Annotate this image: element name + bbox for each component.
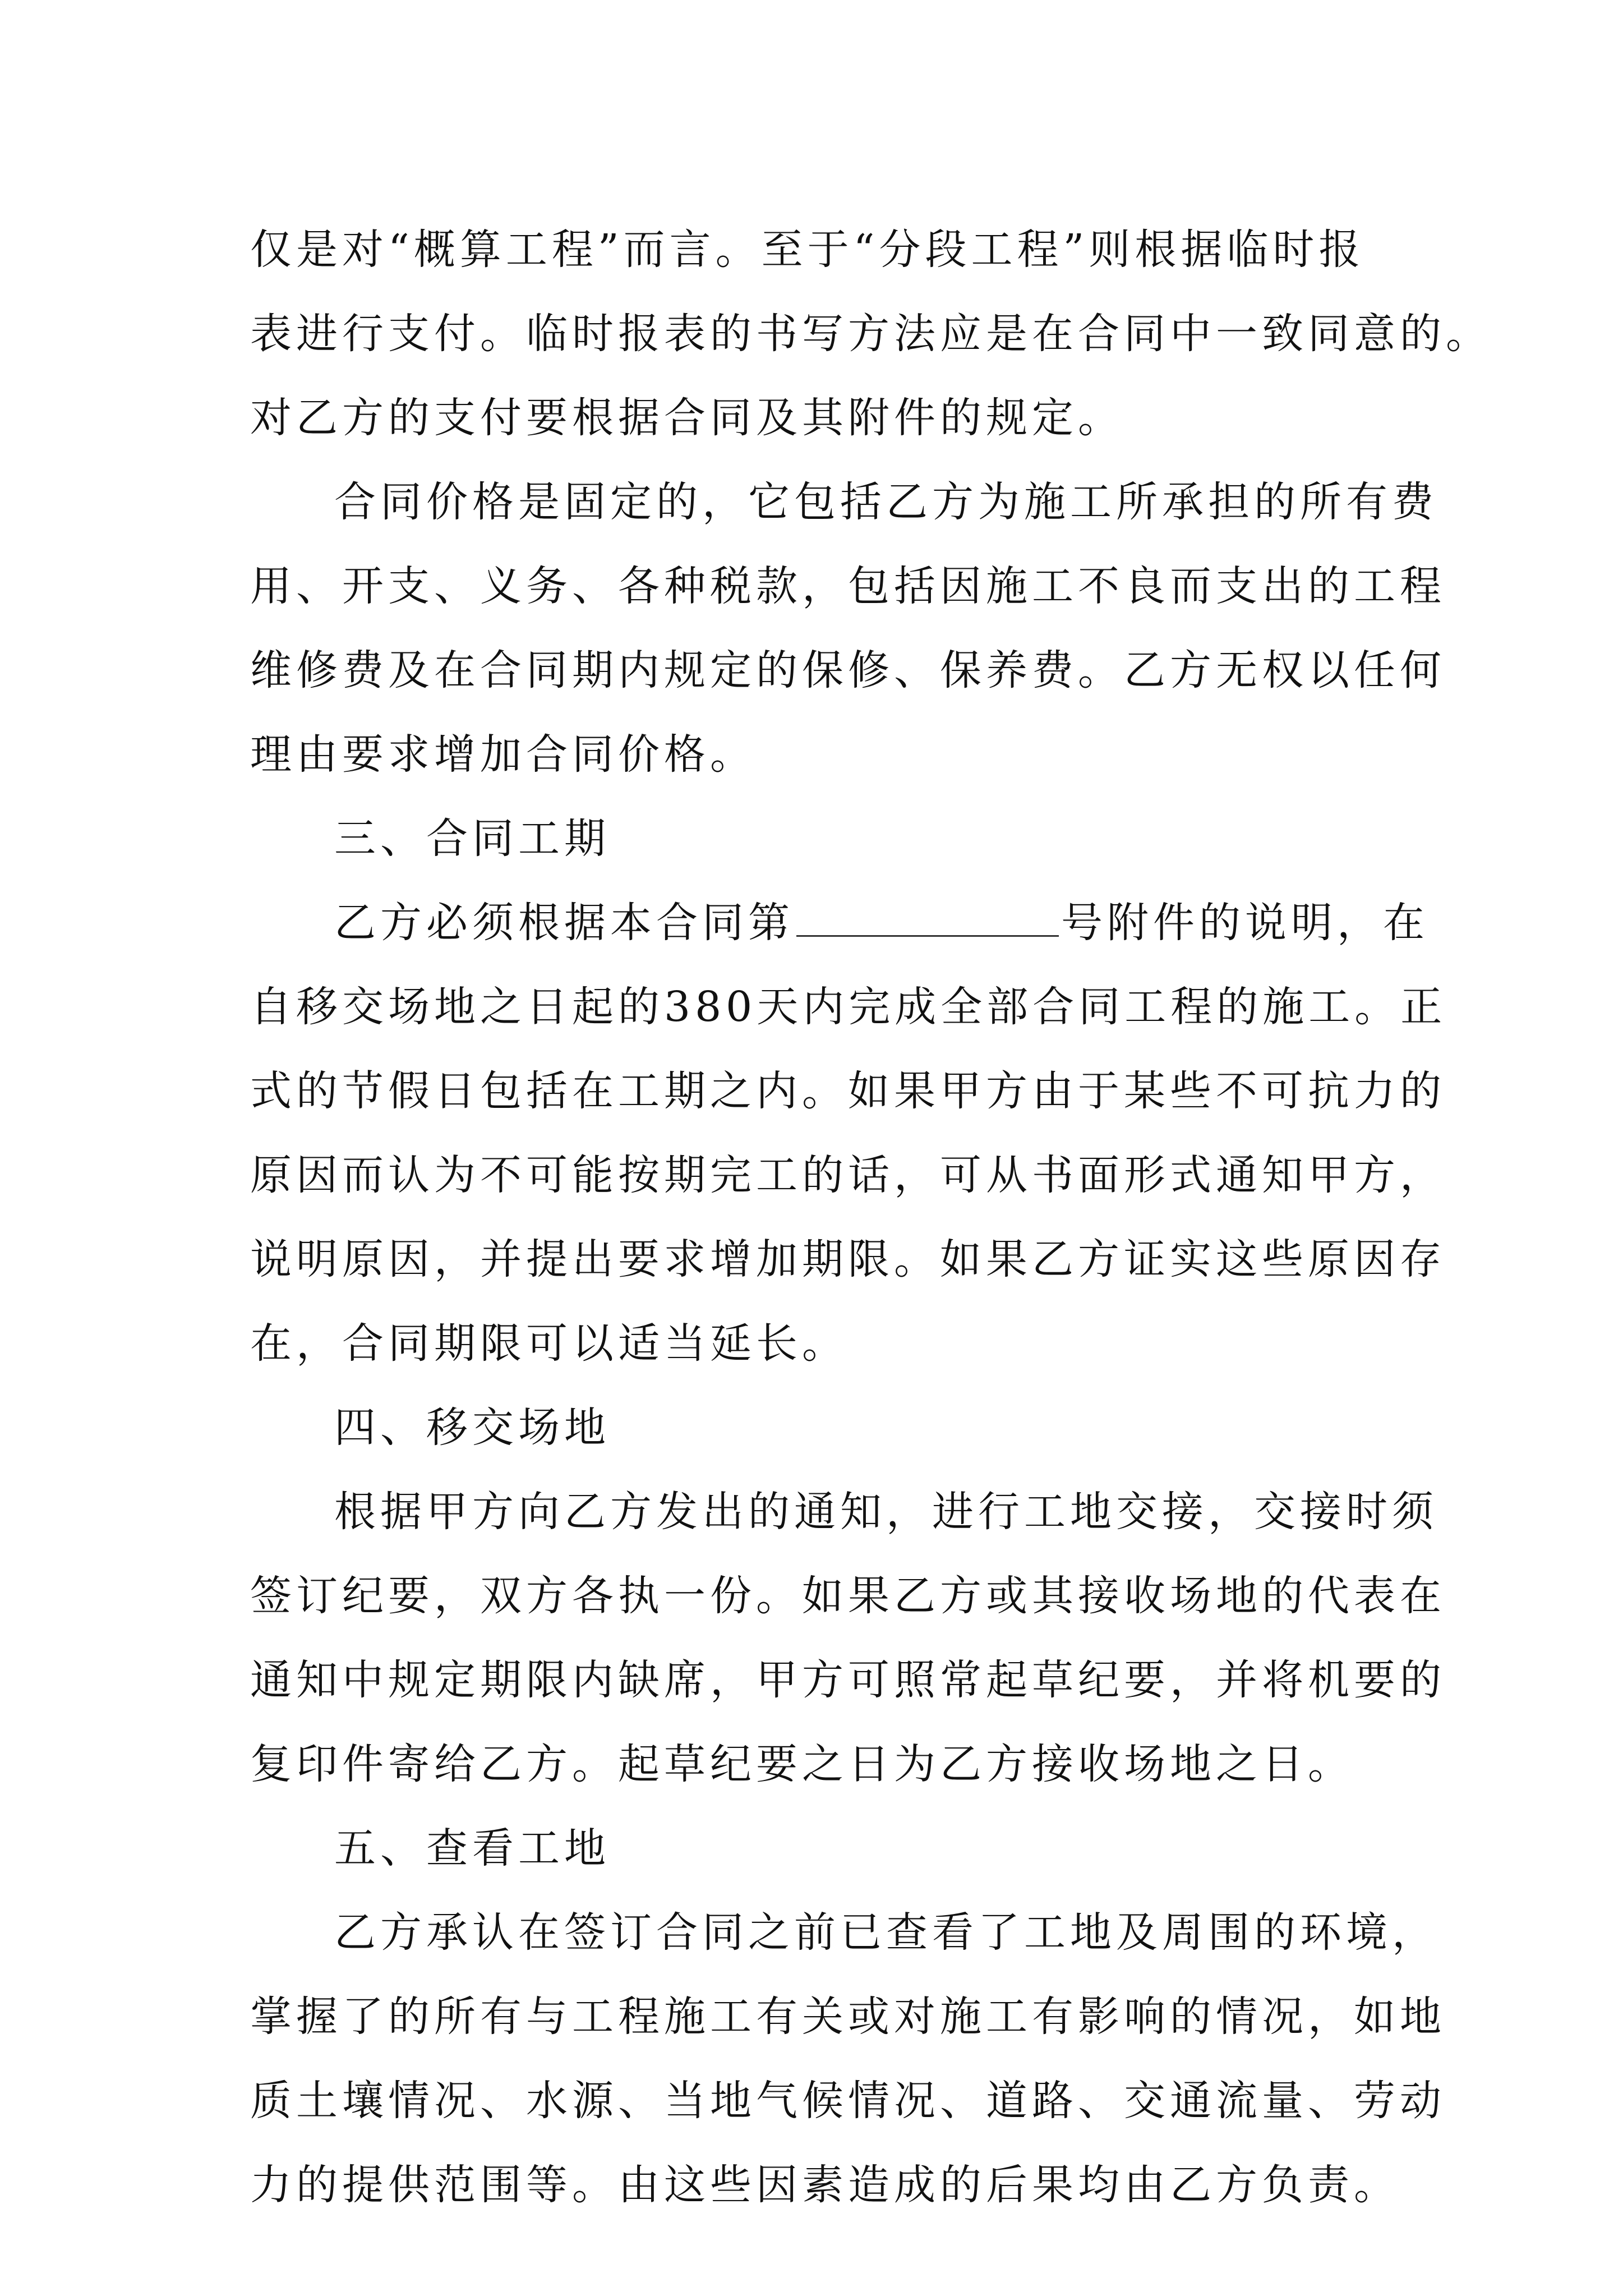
text-line: 合同价格是固定的，它包括乙方为施工所承担的所有费 xyxy=(334,478,1438,526)
text-line: 质土壤情况、水源、当地气候情况、道路、交通流量、劳动 xyxy=(250,2077,1446,2125)
document-body xyxy=(250,208,1492,2227)
fill-in-blank xyxy=(796,896,1059,937)
text-line: 对乙方的支付要根据合同及其附件的规定。 xyxy=(250,394,1124,442)
text-line: 根据甲方向乙方发出的通知，进行工地交接，交接时须 xyxy=(334,1488,1438,1536)
text-line: 说明原因，并提出要求增加期限。如果乙方证实这些原因存 xyxy=(250,1235,1446,1283)
section-heading: 四、移交场地 xyxy=(334,1404,610,1452)
text-line: 仅是对“概算工程”而言。至于“分段工程”则根据临时报 xyxy=(250,226,1365,274)
section-heading: 三、合同工期 xyxy=(334,815,610,863)
text-line-with-blank xyxy=(250,881,1439,965)
text-line: 原因而认为不可能按期完工的话，可从书面形式通知甲方， xyxy=(250,1151,1446,1199)
text-line: 乙方承认在签订合同之前已查看了工地及周围的环境， xyxy=(334,1908,1438,1957)
text-line: 掌握了的所有与工程施工有关或对施工有影响的情况，如地 xyxy=(250,1993,1446,2041)
text-line: 自移交场地之日起的380天内完成全部合同工程的施工。正 xyxy=(250,983,1447,1031)
text-line: 理由要求增加合同价格。 xyxy=(250,730,756,779)
text-line: 表进行支付。临时报表的书写方法应是在合同中一致同意的。 xyxy=(250,310,1492,358)
text-line: 用、开支、义务、各种税款，包括因施工不良而支出的工程 xyxy=(250,562,1446,610)
text-segment: 号附件的说明，在 xyxy=(1061,899,1429,947)
text-line: 通知中规定期限内缺席，甲方可照常起草纪要，并将机要的 xyxy=(250,1656,1446,1704)
text-line: 维修费及在合同期内规定的保修、保养费。乙方无权以任何 xyxy=(250,646,1446,694)
text-line: 签订纪要，双方各执一份。如果乙方或其接收场地的代表在 xyxy=(250,1572,1446,1620)
section-heading: 五、查看工地 xyxy=(334,1824,610,1872)
text-segment: 乙方必须根据本合同第 xyxy=(334,899,794,947)
text-line: 复印件寄给乙方。起草纪要之日为乙方接收场地之日。 xyxy=(250,1740,1354,1788)
text-line: 在，合同期限可以适当延长。 xyxy=(250,1319,848,1368)
text-line: 力的提供范围等。由这些因素造成的后果均由乙方负责。 xyxy=(250,2161,1400,2209)
text-line: 式的节假日包括在工期之内。如果甲方由于某些不可抗力的 xyxy=(250,1067,1446,1115)
